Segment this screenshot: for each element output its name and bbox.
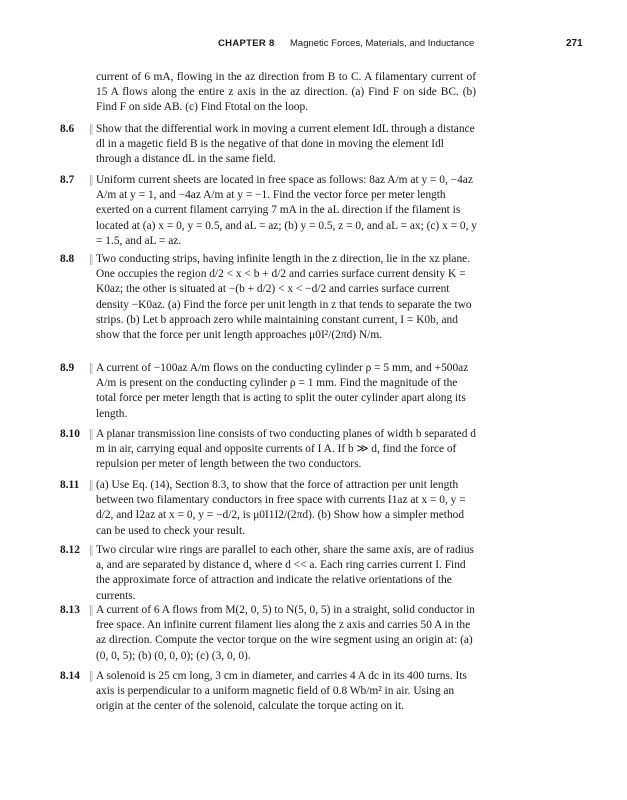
margin-marker-icon (90, 605, 93, 616)
page-header (0, 38, 627, 54)
problem-text: (a) Use Eq. (14), Section 8.3, to show that the force of attraction per unit length between two filamentary conductors in free space with currents I1az at x = 0, y = d/2, and I2az at x = 0, y = −d/2, is μ0I1I2/(2πd). (b) Show how a simpler method can be used to check your result. (96, 479, 466, 537)
page-number: 271 (566, 38, 583, 49)
problem-text: A current of −100az A/m flows on the conducting cylinder ρ = 5 mm, and +500az A/m is present on the conducting cylinder ρ = 1 mm. Find the magnitude of the total force per meter length that is acting to split the outer cylinder apart along its length. (96, 362, 469, 420)
chapter-title: Magnetic Forces, Materials, and Inductance (290, 38, 475, 49)
problem-text: A planar transmission line consists of two conducting planes of width b separated d m in air, carrying equal and opposite currents of I A. If b ≫ d, find the force of repulsion per meter of length between the two conductors. (96, 428, 476, 471)
problem-text: A current of 6 A flows from M(2, 0, 5) to N(5, 0, 5) in a straight, solid conductor in free space. An infinite current filament lies along the z axis and carries 50 A in the az direction. Compute the vector torque on the wire segment using an origin at: (a) (0, 0, 5); (b) (0, 0, 0); (c) (3, 0, 0). (96, 604, 475, 662)
margin-marker-icon (90, 254, 93, 265)
problem-number: 8.10 (60, 428, 80, 440)
margin-marker-icon (90, 175, 93, 186)
problem-number: 8.6 (60, 123, 75, 135)
margin-marker-icon (90, 671, 93, 682)
margin-marker-icon (90, 429, 93, 440)
chapter-label: CHAPTER 8 (218, 38, 275, 49)
problem-number: 8.13 (60, 604, 80, 616)
problem-number: 8.9 (60, 362, 75, 374)
margin-marker-icon (90, 124, 93, 135)
margin-marker-icon (90, 545, 93, 556)
problem-number: 8.8 (60, 253, 75, 265)
problem-number: 8.11 (60, 479, 80, 491)
continuation-paragraph: current of 6 mA, flowing in the az direction from B to C. A filamentary current of 15 A flows along the entire z axis in the az direction. (a) Find F on side BC. (b) Find F on side AB. (c) Find Ftotal on the loop. (96, 71, 476, 114)
problem-text: Two circular wire rings are parallel to each other, share the same axis, are of radius a, and are separated by distance d, where d << a. Each ring carries current I. Find the approximate force of attraction and indicate the relative orientations of the currents. (96, 544, 474, 602)
problem-number: 8.12 (60, 544, 80, 556)
problem-text: Show that the differential work in moving a current element IdL through a distance dl in a magetic field B is the negative of that done in moving the element Idl through a distance dL in the same field. (96, 123, 475, 166)
problem-text: Two conducting strips, having infinite length in the z direction, lie in the xz plane. One occupies the region d/2 < x < b + d/2 and carries surface current density K = K0az; the other is situated at −(b + d/2) < x < −d/2 and carries surface current density −K0az. (a) Find the force per unit length in z that tends to separate the two strips. (b) Let b approach zero while maintaining constant current, I = K0b, and show that the force per unit length approaches μ0I²/(2πd) N/m. (96, 253, 472, 342)
problem-text: A solenoid is 25 cm long, 3 cm in diameter, and carries 4 A dc in its 400 turns. Its axis is perpendicular to a uniform magnetic field of 0.8 Wb/m² in air. Using an origin at the center of the solenoid, calculate the torque acting on it. (96, 670, 467, 713)
problem-number: 8.14 (60, 670, 80, 682)
margin-marker-icon (90, 363, 93, 374)
problem-number: 8.7 (60, 174, 75, 186)
margin-marker-icon (90, 480, 93, 491)
problem-text: Uniform current sheets are located in free space as follows: 8az A/m at y = 0, −4az A/m at y = 1, and −4az A/m at y = −1. Find the vector force per meter length exerted on a current filament carrying 7 mA in the aL direction if the filament is located at (a) x = 0, y = 0.5, and aL = az; (b) y = 0.5, z = 0, and aL = ax; (c) x = 0, y = 1.5, and aL = az. (96, 174, 477, 247)
